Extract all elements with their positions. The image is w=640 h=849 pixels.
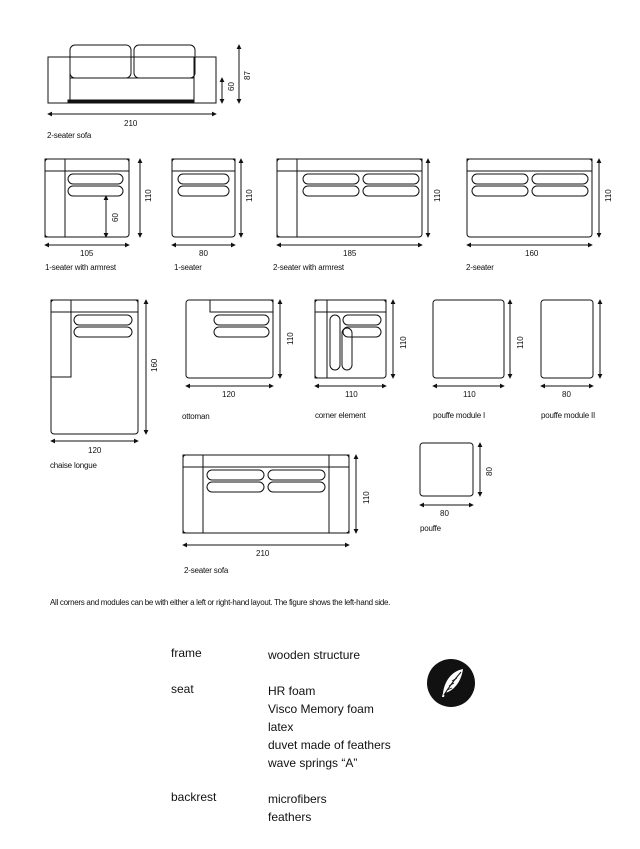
sofa-plan-view	[183, 455, 371, 558]
dim-s2-depth: 110	[604, 189, 613, 202]
spec-values-seat	[268, 682, 391, 772]
label-sofa-top: 2-seater sofa	[47, 131, 92, 140]
dim-s2-width: 160	[525, 249, 539, 258]
spec-value: HR foam	[268, 684, 316, 698]
dim-corner-width: 110	[345, 390, 358, 399]
spec-value: Visco Memory foam	[268, 702, 374, 716]
dim-chaise-depth: 160	[150, 358, 159, 372]
spec-value: wooden structure	[268, 648, 361, 662]
dim-sofa-top-width: 210	[124, 119, 138, 128]
layout-note: All corners and modules can be with either a left or right-hand layout. The figure shows the left-hand side.	[50, 598, 391, 607]
dim-pm2-width: 80	[562, 390, 571, 399]
label-two-seater: 2-seater	[466, 263, 494, 272]
two-seater-armrest	[277, 159, 442, 258]
dim-s1-depth: 110	[245, 189, 254, 202]
feather-icon	[427, 659, 475, 707]
spec-key-frame: frame	[171, 646, 202, 660]
label-sofa-bottom: 2-seater sofa	[184, 566, 229, 575]
dim-ottoman-width: 120	[222, 390, 236, 399]
spec-value: wave springs “A”	[268, 756, 358, 770]
dim-sofa-top-height: 87	[243, 71, 252, 80]
dim-a1-width: 105	[80, 249, 94, 258]
sofa-front-view	[48, 45, 252, 128]
pouffe-module-1	[433, 300, 525, 399]
two-seater	[467, 159, 613, 258]
dim-pm1-depth: 110	[516, 336, 525, 349]
label-pouffe: pouffe	[420, 524, 441, 533]
dim-a1-seat: 60	[111, 213, 120, 222]
spec-values-frame	[268, 646, 360, 664]
spec-key-backrest: backrest	[171, 790, 217, 804]
label-one-seater: 1-seater	[174, 263, 202, 272]
spec-value: feathers	[268, 810, 312, 824]
dim-pouffe-width: 80	[440, 509, 449, 518]
label-ottoman: ottoman	[182, 412, 210, 421]
spec-value: microfibers	[268, 792, 327, 806]
dim-a2-depth: 110	[433, 189, 442, 202]
label-pouffe-module-2: pouffe module II	[541, 411, 596, 420]
pouffe	[420, 443, 494, 518]
dim-s1-width: 80	[199, 249, 208, 258]
dim-sofa-bottom-width: 210	[256, 549, 270, 558]
dim-sofa-top-seat: 60	[227, 82, 236, 91]
one-seater-armrest	[45, 159, 153, 258]
spec-value: duvet made of feathers	[268, 738, 391, 752]
dim-a2-width: 185	[343, 249, 357, 258]
label-one-seater-armrest: 1-seater with armrest	[45, 263, 116, 272]
ottoman	[186, 300, 295, 399]
chaise-longue	[51, 300, 159, 455]
dim-pouffe-depth: 80	[485, 467, 494, 476]
corner-element	[315, 300, 408, 399]
spec-value: latex	[268, 720, 294, 734]
pouffe-module-2	[541, 300, 600, 399]
dim-chaise-width: 120	[88, 446, 102, 455]
label-pouffe-module-1: pouffe module I	[433, 411, 486, 420]
label-corner-element: corner element	[315, 411, 366, 420]
spec-key-seat: seat	[171, 682, 194, 696]
dim-pm1-width: 110	[463, 390, 476, 399]
dim-a1-depth: 110	[144, 189, 153, 202]
dim-corner-depth: 110	[399, 336, 408, 349]
label-two-seater-armrest: 2-seater with armrest	[273, 263, 344, 272]
spec-values-backrest	[268, 790, 327, 826]
label-chaise-longue: chaise longue	[50, 461, 97, 470]
dim-sofa-bottom-depth: 110	[362, 491, 371, 504]
dim-ottoman-depth: 110	[286, 332, 295, 345]
one-seater	[172, 159, 254, 258]
